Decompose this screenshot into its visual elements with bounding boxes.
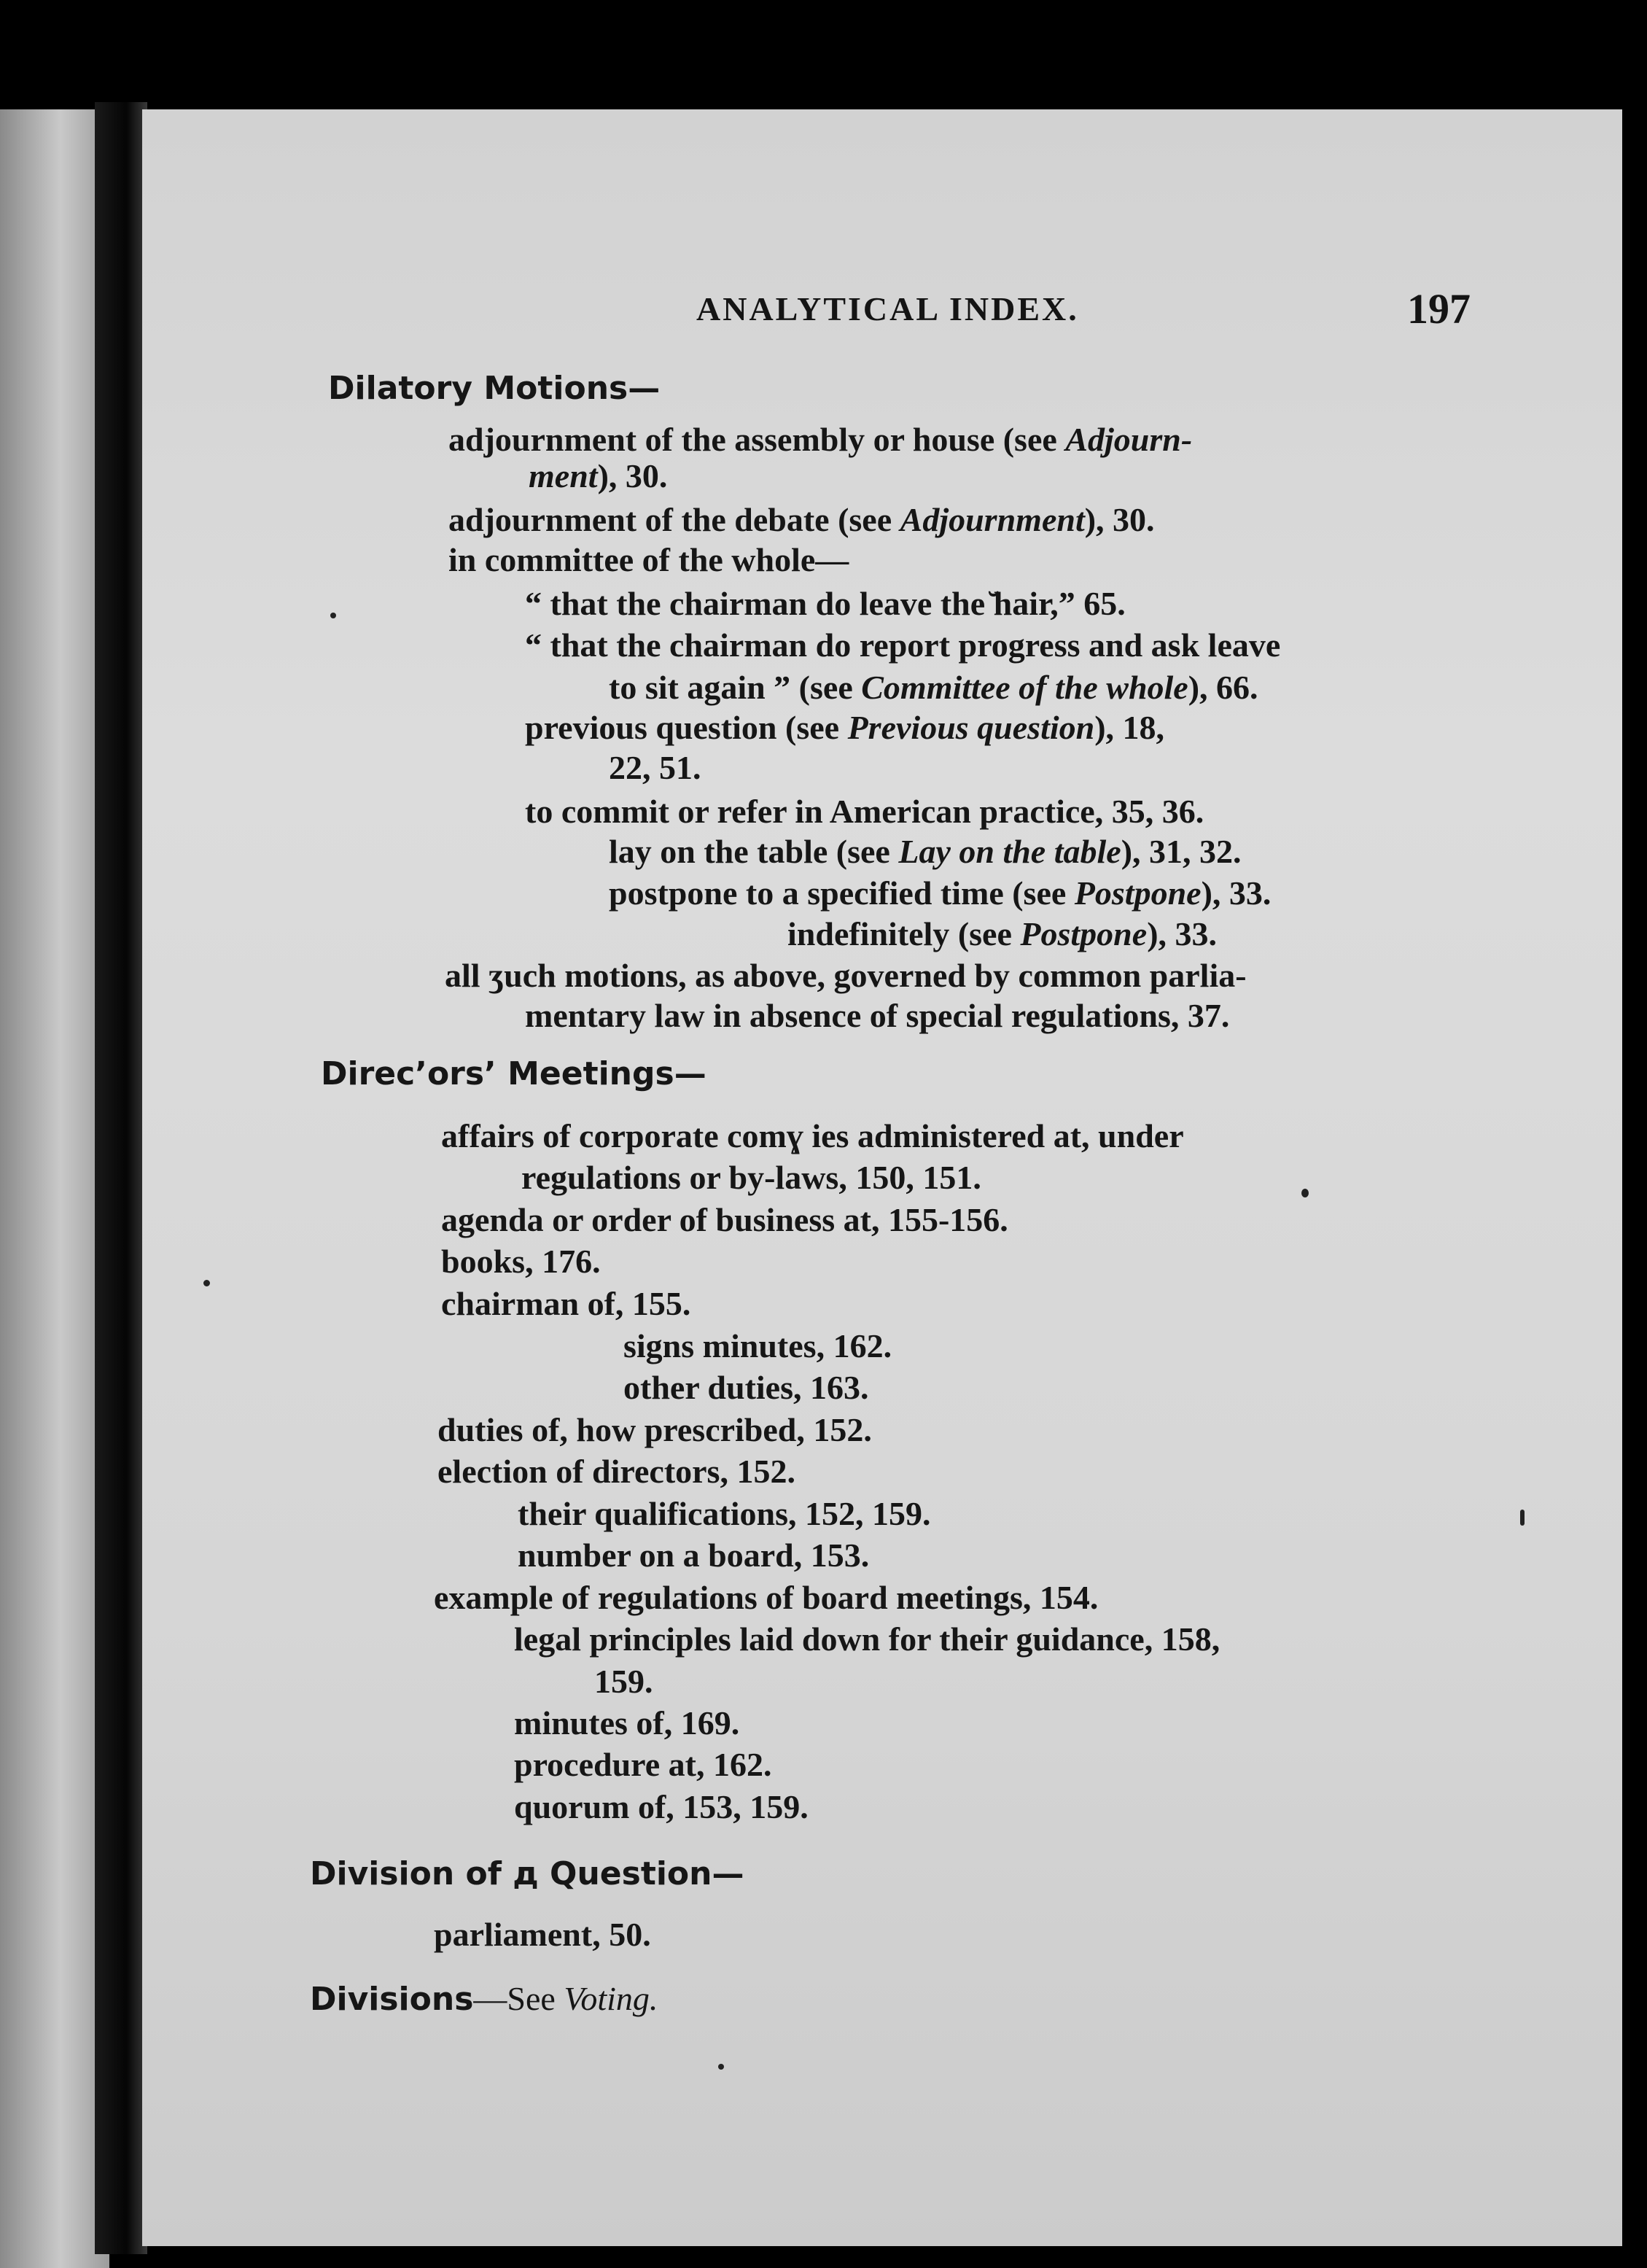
index-line: regulations or by-laws, 150, 151. bbox=[521, 1159, 981, 1196]
index-line bbox=[609, 873, 1271, 914]
index-line: all ʒuch motions, as above, governed by common parlia- bbox=[445, 957, 1247, 994]
book-page bbox=[142, 109, 1622, 2246]
line-text: previous question (see bbox=[525, 709, 848, 746]
index-line bbox=[448, 500, 1155, 540]
index-line: example of regulations of board meetings, 154. bbox=[434, 1579, 1099, 1616]
line-text: adjournment of the debate (see bbox=[448, 501, 900, 538]
index-line: to commit or refer in American practice, 35, 36. bbox=[525, 793, 1204, 830]
line-text: ), 33. bbox=[1201, 874, 1272, 912]
line-text: ), 30. bbox=[1084, 501, 1155, 538]
scan-speck bbox=[718, 2064, 724, 2070]
entry-divisions bbox=[310, 1978, 658, 2020]
line-text: ), 66. bbox=[1188, 669, 1258, 706]
index-line: election of directors, 152. bbox=[437, 1453, 795, 1490]
index-line bbox=[787, 914, 1217, 955]
index-line: duties of, how prescribed, 152. bbox=[437, 1411, 872, 1448]
line-text: ), 30. bbox=[597, 457, 668, 494]
page-number: 197 bbox=[1407, 285, 1471, 333]
index-line: their qualifications, 152, 159. bbox=[518, 1495, 931, 1532]
scan-speck bbox=[203, 1280, 210, 1286]
index-line bbox=[525, 707, 1164, 748]
index-line: books, 176. bbox=[441, 1243, 601, 1280]
line-italic: Postpone bbox=[1020, 915, 1148, 952]
line-italic: Committee of the whole bbox=[861, 669, 1188, 706]
index-line: procedure at, 162. bbox=[514, 1746, 772, 1783]
index-line: agenda or order of business at, 155-156. bbox=[441, 1201, 1008, 1238]
entry-heading-divisions: Divisions bbox=[310, 1981, 474, 2018]
line-italic: Adjournment bbox=[900, 501, 1085, 538]
index-line bbox=[448, 419, 1192, 460]
line-text: ), 31, 32. bbox=[1121, 833, 1242, 870]
entry-heading-directors-meetings: Direcʼors’ Meetings— bbox=[321, 1055, 706, 1092]
line-italic: Adjourn- bbox=[1065, 421, 1193, 458]
scan-speck bbox=[1301, 1189, 1309, 1197]
running-header: ANALYTICAL INDEX. bbox=[696, 290, 1079, 327]
index-line: chairman of, 155. bbox=[441, 1285, 691, 1322]
line-italic: Lay on the table bbox=[898, 833, 1121, 870]
line-text: postpone to a specified time (see bbox=[609, 874, 1075, 912]
scan-speck bbox=[330, 613, 336, 618]
index-line bbox=[529, 456, 667, 497]
entry-heading-dilatory-motions: Dilatory Motions— bbox=[328, 370, 661, 407]
book-gutter bbox=[95, 102, 147, 2254]
line-text: adjournment of the assembly or house (see bbox=[448, 421, 1066, 458]
index-line bbox=[609, 831, 1242, 872]
index-line: parliament, 50. bbox=[434, 1916, 651, 1953]
index-line: quorum of, 153, 159. bbox=[514, 1788, 809, 1825]
index-line: mentary law in absence of special regulations, 37. bbox=[525, 997, 1230, 1034]
line-italic: Previous question bbox=[847, 709, 1095, 746]
index-line: legal principles laid down for their guidance, 158, bbox=[514, 1620, 1220, 1658]
line-italic: ment bbox=[529, 457, 598, 494]
index-line: minutes of, 169. bbox=[514, 1704, 740, 1741]
line-text: lay on the table (see bbox=[609, 833, 899, 870]
index-line: affairs of corporate comɣ ies administered at, under bbox=[441, 1117, 1184, 1154]
index-line: 22, 51. bbox=[609, 749, 701, 786]
line-text: ), 18, bbox=[1094, 709, 1165, 746]
line-text: —See bbox=[473, 1980, 564, 2017]
index-line: “ that the chairman do leave the ̆hair,” 65. bbox=[525, 585, 1126, 622]
index-line: “ that the chairman do report progress and ask leave bbox=[525, 626, 1281, 664]
index-line: number on a board, 153. bbox=[518, 1537, 870, 1574]
scan-speck bbox=[1520, 1510, 1525, 1526]
index-line bbox=[609, 667, 1258, 708]
line-text: to sit again ” (see bbox=[609, 669, 862, 706]
index-line: signs minutes, 162. bbox=[623, 1327, 892, 1364]
line-italic: Voting. bbox=[564, 1980, 658, 2017]
index-line: in committee of the whole— bbox=[448, 541, 849, 578]
entry-heading-division-of-question: Division of д Question— bbox=[310, 1855, 744, 1892]
index-line: other duties, 163. bbox=[623, 1369, 869, 1406]
left-page-edge bbox=[0, 109, 109, 2268]
line-italic: Postpone bbox=[1074, 874, 1202, 912]
line-text: indefinitely (see bbox=[787, 915, 1021, 952]
index-line: 159. bbox=[594, 1663, 653, 1700]
line-text: ), 33. bbox=[1147, 915, 1218, 952]
